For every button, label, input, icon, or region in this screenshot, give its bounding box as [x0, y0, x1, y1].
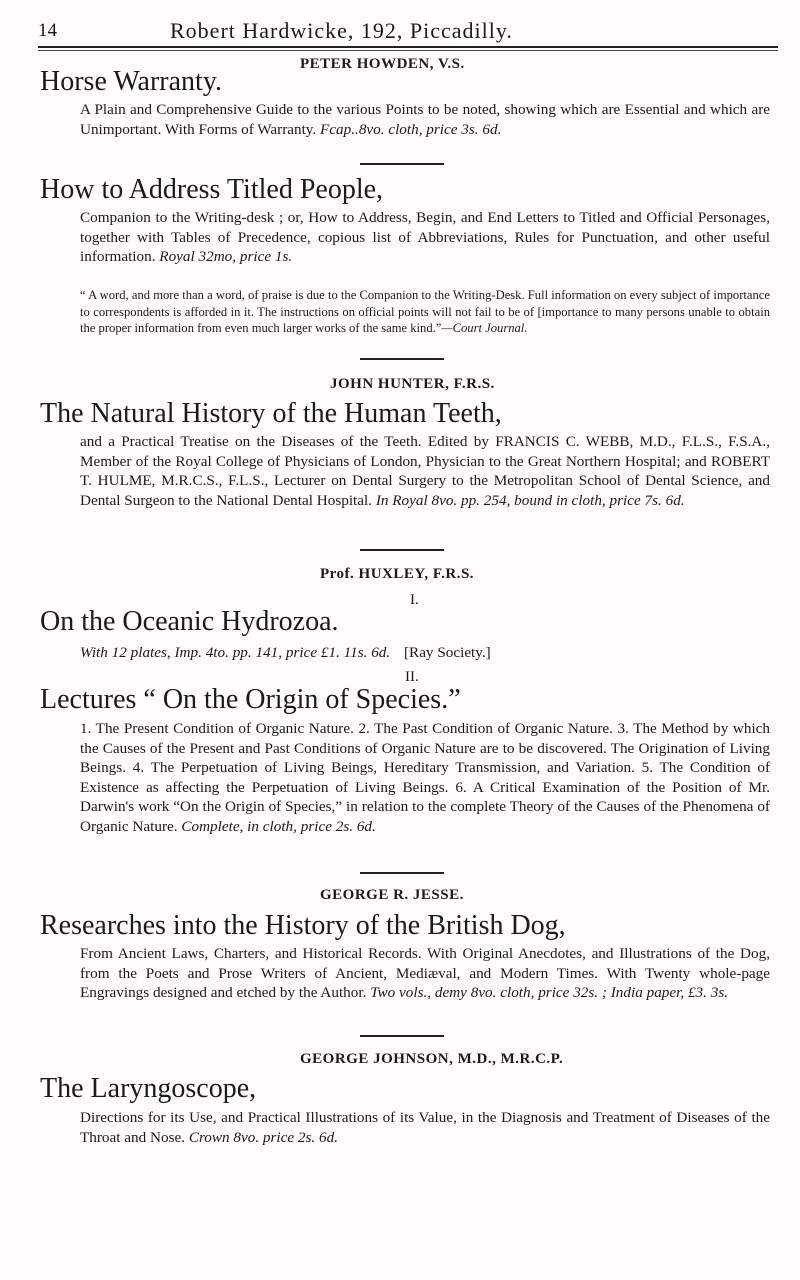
price-address: Royal 32mo, price 1s.	[159, 248, 293, 265]
title-hydrozoa: On the Oceanic Hydrozoa.	[40, 606, 339, 637]
title-dog: Researches into the History of the British Dog,	[40, 910, 566, 941]
description-dog: From Ancient Laws, Charters, and Historical Records. With Original Anecdotes, and Illustrations of the Dog, from the Poets and Prose Writers of Ancient, Mediæval, and Modern Times. With Twenty whole-page Engravings designed and etched by the Author. Two vols., demy 8vo. cloth, price 32s. ; India paper, £3. 3s.	[80, 945, 770, 1001]
price-laryngoscope: Crown 8vo. price 2s. 6d.	[188, 1128, 339, 1146]
price-dog: Two vols., demy 8vo. cloth, price 32s. ; India paper, £3. 3s.	[370, 984, 729, 1001]
price-hydrozoa-line	[80, 643, 770, 663]
price-hydrozoa: With 12 plates, Imp. 4to. pp. 141, price £1. 11s. 6d.	[80, 644, 391, 661]
separator	[360, 872, 444, 874]
running-header	[38, 18, 778, 48]
price-lectures: Complete, in cloth, price 2s. 6d.	[181, 817, 376, 835]
separator	[360, 1035, 444, 1037]
title-laryngoscope: The Laryngoscope,	[40, 1073, 257, 1104]
author-jesse: GEORGE R. JESSE.	[320, 887, 464, 903]
author-huxley: Prof. HUXLEY, F.R.S.	[320, 566, 475, 582]
running-title: Robert Hardwicke, 192, Piccadilly.	[170, 18, 513, 43]
description-laryngoscope: Directions for its Use, and Practical Illustrations of its Value, in the Diagnosis and Treatment of Diseases of the Throat and Nose. Crown 8vo. price 2s. 6d.	[80, 1109, 770, 1146]
author-howden: PETER HOWDEN, V.S.	[300, 56, 465, 72]
author-johnson: GEORGE JOHNSON, M.D., M.R.C.P.	[300, 1051, 564, 1067]
separator	[360, 358, 444, 360]
description-address: Companion to the Writing-desk ; or, How to Address, Begin, and End Letters to Titled and Official Personages, together with Tables of Precedence, copious list of Abbreviations, Rules for Punctuation, and other useful information. Royal 32mo, price 1s.	[80, 209, 770, 265]
description-teeth: and a Practical Treatise on the Diseases of the Teeth. Edited by FRANCIS C. WEBB, M.D., F.L.S., F.S.A., Member of the Royal College of Physicians of London, Physician to the Great Northern Hospital; and ROBERT T. HULME, M.R.C.S., F.L.S., Lecturer on Dental Surgery to the Metropolitan School of Dental Science, and Dental Surgeon to the National Dental Hospital. In Royal 8vo. pp. 254, bound in cloth, price 7s. 6d.	[80, 433, 770, 509]
ray-society: [Ray Society.]	[404, 644, 491, 661]
author-hunter: JOHN HUNTER, F.R.S.	[330, 376, 495, 392]
title-address: How to Address Titled People,	[40, 174, 384, 205]
header-rule	[38, 46, 778, 48]
title-horse-warranty: Horse Warranty.	[40, 66, 223, 97]
separator	[360, 163, 444, 165]
review-source: —Court Journal.	[441, 321, 528, 335]
price-horse: Fcap..8vo. cloth, price 3s. 6d.	[320, 120, 502, 138]
description-lectures: 1. The Present Condition of Organic Nature. 2. The Past Condition of Organic Nature. 3. The Method by which the Causes of the Present and Past Conditions of Organic Nature are to be discovered. The Origination of Living Beings. 4. The Perpetuation of Living Beings, Hereditary Transmission, and Variation. 5. The Condition of Existence as affecting the Perpetuation of Living Beings. 6. A Critical Examination of the Position of Mr. Darwin's work “On the Origin of Species,” in relation to the complete Theory of the Causes of the Phenomena of Organic Nature. Complete, in cloth, price 2s. 6d.	[80, 720, 770, 835]
price-teeth: In Royal 8vo. pp. 254, bound in cloth, price 7s. 6d.	[375, 491, 685, 509]
title-lectures: Lectures “ On the Origin of Species.”	[40, 684, 461, 715]
numeral-two: II.	[405, 669, 419, 685]
description-horse: A Plain and Comprehensive Guide to the various Points to be noted, showing which are Essential and which are Unimportant. With Forms of Warranty. Fcap..8vo. cloth, price 3s. 6d.	[80, 101, 770, 138]
page-number: 14	[38, 20, 57, 41]
separator	[360, 549, 444, 551]
title-teeth: The Natural History of the Human Teeth,	[40, 398, 502, 429]
review-address: “ A word, and more than a word, of praise is due to the Companion to the Writing-Desk. Full information on every subject of importance to correspondents is afforded in it. The instructions on official points will not fail to be of [importance to many persons unable to obtain the proper information from even much larger works of the same kind.”—Court Journal.	[80, 288, 770, 335]
numeral-one: I.	[410, 592, 419, 608]
header-rule-thin	[38, 50, 778, 51]
